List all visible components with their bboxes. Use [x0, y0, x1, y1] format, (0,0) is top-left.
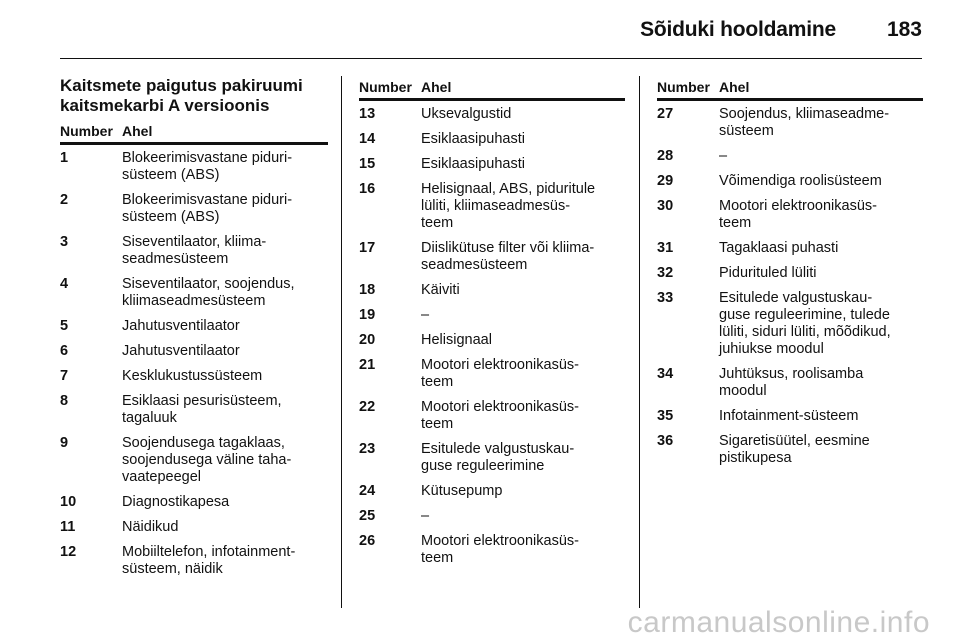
table-row [657, 198, 923, 232]
table-row [60, 544, 328, 578]
page-number: 183 [886, 18, 922, 41]
table-row [60, 150, 328, 184]
fuse-list [60, 150, 328, 578]
fuse-circuit: Blokeerimisvastane piduri- süsteem (ABS) [122, 192, 293, 225]
fuse-number: 27 [657, 106, 674, 122]
fuse-number: 22 [359, 399, 376, 415]
table-row [359, 106, 625, 123]
fuse-number: 32 [657, 265, 674, 281]
section-title [60, 76, 328, 116]
fuse-number: 6 [60, 343, 69, 359]
fuse-column-3 [657, 78, 923, 475]
table-row [359, 282, 625, 299]
fuse-circuit: Blokeerimisvastane piduri- süsteem (ABS) [122, 150, 293, 183]
header-circuit: Ahel [122, 123, 153, 139]
fuse-circuit: Tagaklaasi puhasti [719, 240, 839, 256]
watermark-text: carmanualsonline.info [627, 606, 930, 639]
header-number: Number [60, 123, 113, 139]
header-circuit: Ahel [719, 79, 750, 95]
fuse-circuit: Soojendusega tagaklaas, soojendusega väline taha- vaatepeegel [122, 435, 292, 485]
fuse-circuit: – [719, 148, 728, 164]
table-row [60, 276, 328, 310]
table-row [657, 290, 923, 358]
fuse-circuit: Helisignaal, ABS, piduritule lüliti, kliimaseadmesüs- teem [421, 181, 596, 231]
page-header-title: Sõiduki hooldamine [640, 18, 836, 41]
table-row [60, 318, 328, 335]
header-circuit: Ahel [421, 79, 452, 95]
fuse-circuit: Soojendus, kliimaseadme- süsteem [719, 106, 890, 139]
fuse-number: 2 [60, 192, 69, 208]
table-row [657, 173, 923, 190]
table-row [359, 332, 625, 349]
fuse-circuit: Sigaretisüütel, eesmine pistikupesa [719, 433, 870, 466]
column-divider [639, 76, 640, 608]
fuse-number: 14 [359, 131, 376, 147]
header-number: Number [657, 79, 710, 95]
fuse-list [359, 106, 625, 567]
header-rule [60, 58, 922, 59]
fuse-circuit: Mootori elektroonikasüs- teem [421, 399, 579, 432]
fuse-number: 28 [657, 148, 674, 164]
fuse-number: 34 [657, 366, 674, 382]
table-row [60, 435, 328, 486]
table-header [359, 78, 625, 101]
fuse-number: 30 [657, 198, 674, 214]
table-row [359, 131, 625, 148]
column-divider [341, 76, 342, 608]
fuse-number: 21 [359, 357, 376, 373]
fuse-number: 23 [359, 441, 376, 457]
table-row [359, 357, 625, 391]
fuse-circuit: Käiviti [421, 282, 460, 298]
fuse-circuit: – [421, 307, 430, 323]
fuse-circuit: – [421, 508, 430, 524]
fuse-circuit: Mootori elektroonikasüs- teem [719, 198, 877, 231]
fuse-number: 16 [359, 181, 376, 197]
fuse-column-2 [359, 78, 625, 575]
fuse-number: 11 [60, 519, 76, 535]
fuse-number: 25 [359, 508, 376, 524]
section-title-line: Kaitsmete paigutus pakiruumi [60, 76, 303, 95]
table-header [60, 122, 328, 145]
fuse-number: 33 [657, 290, 674, 306]
table-row [60, 368, 328, 385]
table-row [60, 343, 328, 360]
fuse-circuit: Pidurituled lüliti [719, 265, 817, 281]
fuse-number: 12 [60, 544, 77, 560]
section-title-line: kaitsmekarbi A versioonis [60, 96, 270, 115]
table-row [359, 533, 625, 567]
fuse-circuit: Infotainment-süsteem [719, 408, 859, 424]
fuse-number: 31 [657, 240, 674, 256]
fuse-circuit: Diislikütuse filter või kliima- seadmesüsteem [421, 240, 595, 273]
fuse-circuit: Esiklaasipuhasti [421, 156, 525, 172]
fuse-number: 29 [657, 173, 674, 189]
table-row [657, 265, 923, 282]
table-row [359, 399, 625, 433]
table-row [60, 494, 328, 511]
fuse-circuit: Helisignaal [421, 332, 492, 348]
fuse-number: 7 [60, 368, 69, 384]
fuse-number: 36 [657, 433, 674, 449]
fuse-circuit: Kütusepump [421, 483, 503, 499]
fuse-circuit: Mootori elektroonikasüs- teem [421, 533, 579, 566]
table-row [359, 240, 625, 274]
fuse-circuit: Diagnostikapesa [122, 494, 230, 510]
table-row [657, 240, 923, 257]
fuse-number: 15 [359, 156, 376, 172]
table-row [60, 519, 328, 536]
fuse-number: 13 [359, 106, 376, 122]
fuse-number: 4 [60, 276, 69, 292]
table-row [60, 393, 328, 427]
fuse-circuit: Esitulede valgustuskau- guse reguleerimine, tulede lüliti, siduri lüliti, mõõdikud, juhiukse moodul [719, 290, 891, 357]
table-row [657, 148, 923, 165]
table-row [359, 156, 625, 173]
table-row [359, 307, 625, 324]
fuse-circuit: Uksevalgustid [421, 106, 512, 122]
table-row [359, 508, 625, 525]
fuse-circuit: Esiklaasipuhasti [421, 131, 525, 147]
fuse-circuit: Jahutusventilaator [122, 318, 240, 334]
fuse-number: 19 [359, 307, 376, 323]
fuse-circuit: Näidikud [122, 519, 179, 535]
fuse-number: 26 [359, 533, 376, 549]
fuse-circuit: Siseventilaator, kliima- seadmesüsteem [122, 234, 267, 267]
table-row [657, 433, 923, 467]
table-row [359, 441, 625, 475]
fuse-circuit: Siseventilaator, soojendus, kliimaseadmesüsteem [122, 276, 295, 309]
fuse-circuit: Kesklukustussüsteem [122, 368, 263, 384]
fuse-circuit: Mootori elektroonikasüs- teem [421, 357, 579, 390]
fuse-number: 3 [60, 234, 69, 250]
table-row [359, 483, 625, 500]
table-row [657, 366, 923, 400]
fuse-number: 8 [60, 393, 69, 409]
fuse-circuit: Jahutusventilaator [122, 343, 240, 359]
fuse-column-1 [60, 76, 328, 586]
table-row [60, 192, 328, 226]
table-row [60, 234, 328, 268]
fuse-circuit: Esiklaasi pesurisüsteem, tagaluuk [122, 393, 282, 426]
fuse-number: 9 [60, 435, 69, 451]
fuse-circuit: Juhtüksus, roolisamba moodul [719, 366, 864, 399]
fuse-circuit: Esitulede valgustuskau- guse reguleerimine [421, 441, 575, 474]
fuse-list [657, 106, 923, 467]
fuse-number: 1 [60, 150, 69, 166]
fuse-number: 35 [657, 408, 674, 424]
header-number: Number [359, 79, 412, 95]
fuse-circuit: Võimendiga roolisüsteem [719, 173, 882, 189]
table-row [359, 181, 625, 232]
fuse-number: 17 [359, 240, 376, 256]
fuse-number: 20 [359, 332, 376, 348]
fuse-number: 18 [359, 282, 376, 298]
table-header [657, 78, 923, 101]
table-row [657, 106, 923, 140]
fuse-number: 24 [359, 483, 376, 499]
fuse-circuit: Mobiiltelefon, infotainment- süsteem, näidik [122, 544, 296, 577]
fuse-number: 10 [60, 494, 77, 510]
table-row [657, 408, 923, 425]
fuse-number: 5 [60, 318, 69, 334]
